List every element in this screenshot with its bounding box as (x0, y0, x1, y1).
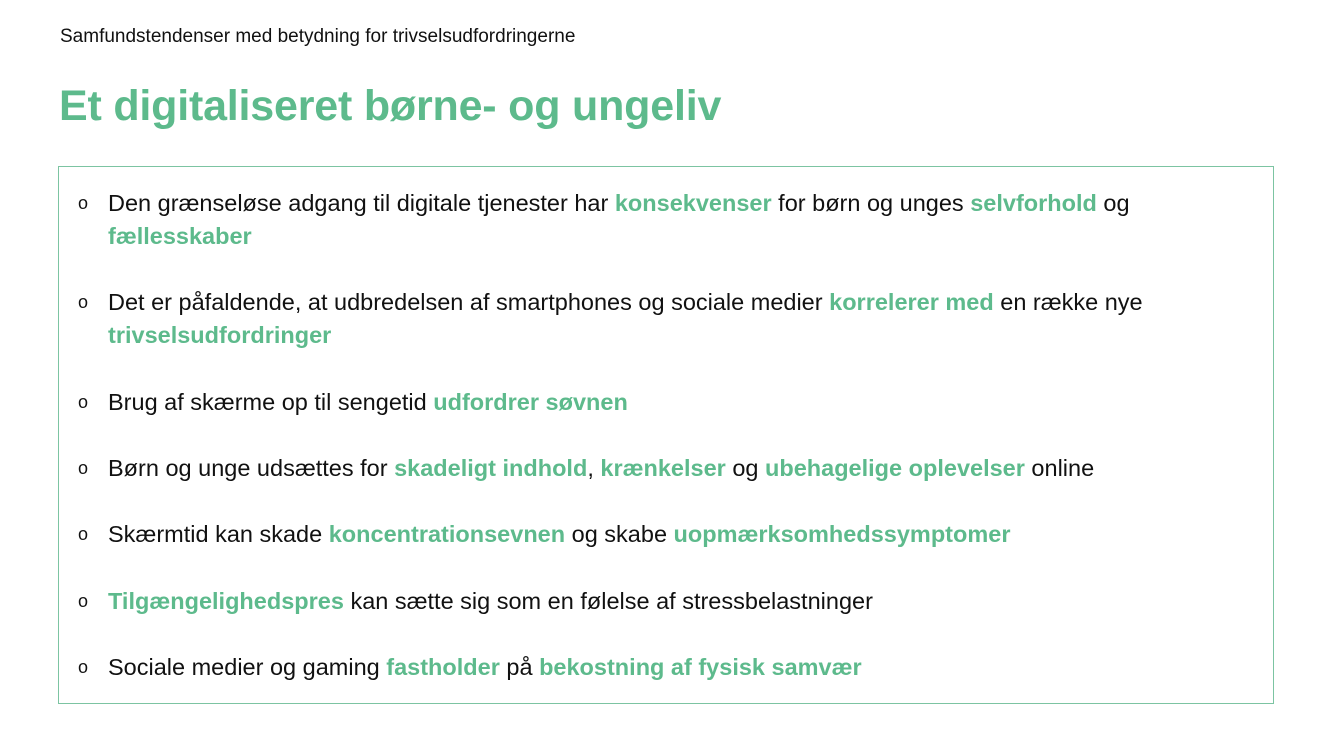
bullet-marker: o (78, 392, 89, 412)
bullet-item (78, 518, 1228, 551)
bullet-plain-text: Sociale medier og gaming (108, 654, 387, 680)
bullet-highlight: korrelerer med (829, 289, 994, 315)
bullet-plain-text: kan sætte sig som en følelse af stressbelastninger (343, 588, 873, 614)
bullet-plain-text: Den grænseløse adgang til digitale tjenester har (108, 190, 615, 216)
bullet-highlight: fastholder (386, 654, 500, 680)
bullet-plain-text: online (1024, 455, 1095, 481)
bullet-text (108, 452, 1228, 485)
bullet-highlight: uopmærksomhedssymptomer (673, 521, 1011, 547)
bullet-highlight: Tilgængelighedspres (108, 588, 344, 614)
bullet-marker: o (78, 193, 89, 213)
bullet-highlight: bekostning af fysisk samvær (539, 654, 862, 680)
bullet-highlight: skadeligt indhold (394, 455, 588, 481)
bullet-item (78, 187, 1228, 253)
bullet-text (108, 386, 1228, 419)
bullet-text (108, 518, 1228, 551)
bullet-item (78, 452, 1228, 485)
slide-subtitle: Samfundstendenser med betydning for trivselsudfordringerne (60, 26, 576, 47)
bullet-plain-text: for børn og unges (771, 190, 971, 216)
bullet-plain-text: Skærmtid kan skade (108, 521, 329, 547)
bullet-plain-text: , (587, 455, 601, 481)
bullet-text (108, 585, 1228, 618)
bullet-text (108, 187, 1228, 253)
bullet-plain-text: Det er påfaldende, at udbredelsen af smartphones og sociale medier (108, 289, 830, 315)
bullet-marker: o (78, 591, 89, 611)
bullet-item (78, 585, 1228, 618)
bullet-marker: o (78, 657, 89, 677)
bullet-highlight: udfordrer søvnen (433, 389, 628, 415)
bullet-item (78, 386, 1228, 419)
bullet-highlight: krænkelser (600, 455, 726, 481)
bullet-highlight: ubehagelige oplevelser (765, 455, 1025, 481)
bullet-plain-text: på (499, 654, 540, 680)
bullet-plain-text: en række nye (993, 289, 1143, 315)
bullet-highlight: trivselsudfordringer (108, 322, 332, 348)
bullet-highlight: selvforhold (970, 190, 1097, 216)
bullet-highlight: fællesskaber (108, 223, 252, 249)
bullet-plain-text: og (725, 455, 765, 481)
slide-title: Et digitaliseret børne- og ungeliv (59, 82, 722, 130)
bullet-marker: o (78, 458, 89, 478)
bullet-item (78, 286, 1228, 352)
bullet-item (78, 651, 1228, 684)
bullet-marker: o (78, 524, 89, 544)
bullet-text (108, 286, 1228, 352)
bullet-plain-text: Brug af skærme op til sengetid (108, 389, 434, 415)
bullet-highlight: koncentrationsevnen (328, 521, 566, 547)
bullet-plain-text: og skabe (565, 521, 674, 547)
bullet-highlight: konsekvenser (614, 190, 772, 216)
bullet-marker: o (78, 292, 89, 312)
bullet-plain-text: Børn og unge udsættes for (108, 455, 395, 481)
bullet-text (108, 651, 1228, 684)
bullet-plain-text: og (1096, 190, 1130, 216)
